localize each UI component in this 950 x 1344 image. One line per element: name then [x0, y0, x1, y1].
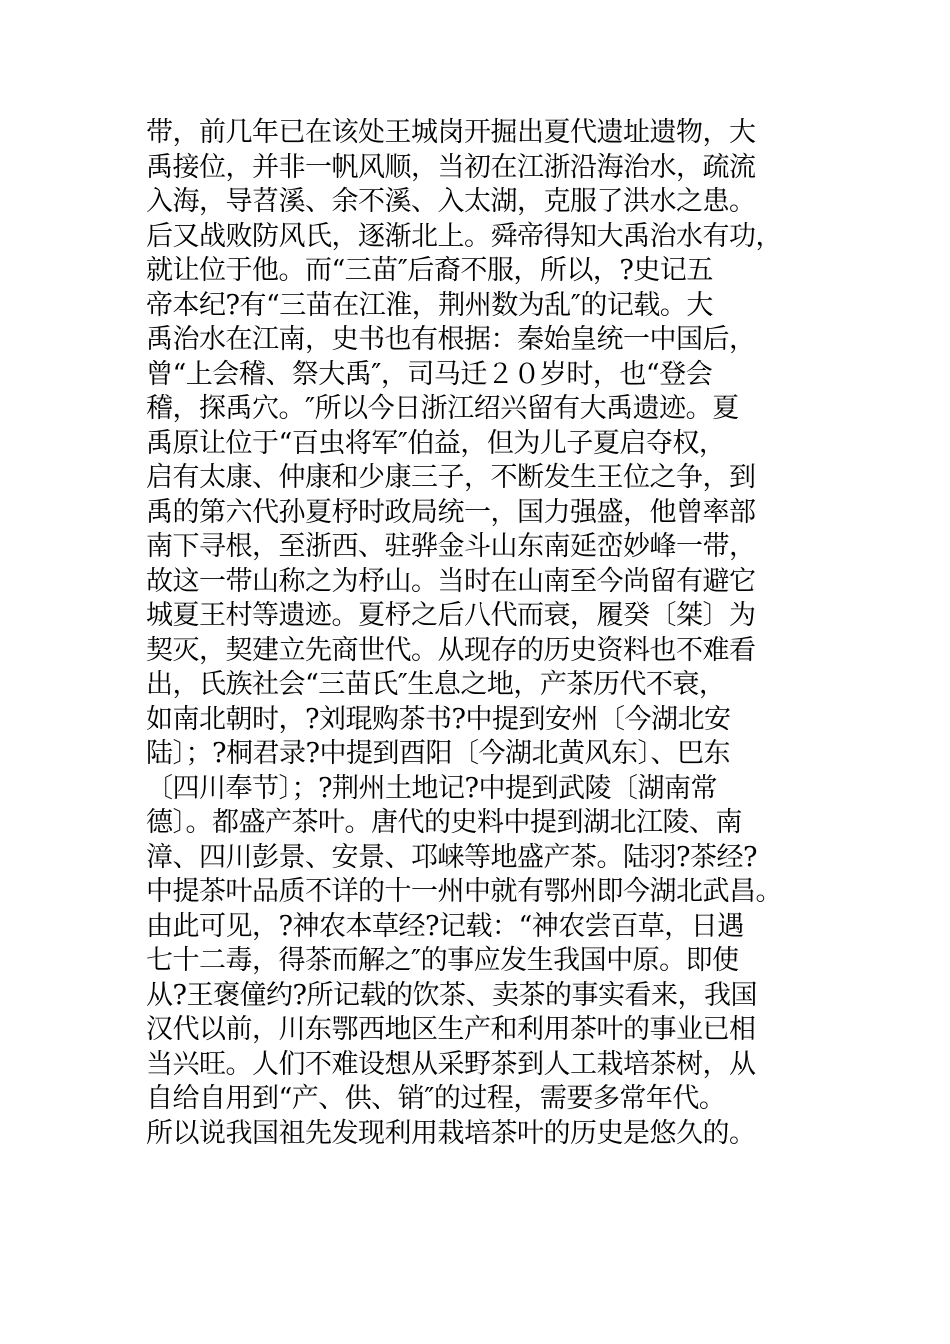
text-line: 启有太康、仲康和少康三子，不断发生王位之争，到	[146, 462, 756, 493]
text-line: 禹治水在江南，史书也有根据：秦始皇统一中国后，	[146, 324, 756, 355]
text-line: 如南北朝时，?刘琨购茶书?中提到安州〔今湖北安	[146, 703, 731, 735]
text-line: 契灭，契建立先商世代。从现存的历史资料也不难看	[146, 634, 756, 666]
text-line: 中提茶叶品质不详的十一州中就有鄂州即今湖北武昌。	[146, 876, 782, 907]
text-line: 带，前几年已在该处王城岗开掘出夏代遗址遗物，大	[146, 117, 756, 148]
text-line: 城夏王村等遗迹。夏杼之后八代而衰，履癸〔桀〕为	[146, 600, 756, 631]
text-line: 〔四川奉节〕；?荆州土地记?中提到武陵〔湖南常	[146, 772, 717, 804]
text-line: 帝本纪?有“三苗在江淮，荆州数为乱″的记载。大	[146, 289, 713, 321]
text-line: 自给自用到“产、供、销″的过程，需要多常年代。	[146, 1083, 726, 1114]
text-line: 禹的第六代孙夏杼时政局统一，国力强盛，他曾率部	[146, 496, 756, 528]
text-line: 陆〕；?桐君录?中提到酉阳〔今湖北黄风东〕、巴东	[146, 738, 730, 769]
text-line: 由此可见，?神农本草经?记载：“神农尝百草，日遇	[146, 910, 744, 942]
body-text	[146, 116, 846, 1151]
text-line: 从?王褒僮约?所记载的饮茶、卖茶的事实看来，我国	[146, 979, 757, 1011]
text-line: 入海，导苕溪、余不溪、入太湖，克服了洪水之患。	[146, 186, 756, 217]
text-line: 漳、四川彭景、安景、邛崃等地盛产茶。陆羽?茶经?	[146, 841, 757, 873]
text-line: 南下寻根，至浙西、驻骅金斗山东南延峦妙峰一带，	[146, 531, 756, 562]
text-line: 就让位于他。而“三苗″后裔不服，所以，?史记五	[146, 255, 713, 286]
text-line: 曾“上会稽、祭大禹″，司马迁２０岁时，也“登会	[146, 358, 713, 390]
text-line: 当兴旺。人们不难设想从采野茶到人工栽培茶树，从	[146, 1048, 756, 1080]
text-line: 禹接位，并非一帆风顺，当初在江浙沿海治水，疏流	[146, 151, 756, 183]
text-line: 七十二毒，得茶而解之″的事应发生我国中原。即使	[146, 945, 739, 976]
text-line: 禹原让位于“百虫将军″伯益，但为儿子夏启夺权，	[146, 427, 726, 459]
text-line: 出，氏族社会“三苗氏″生息之地，产茶历代不衰，	[146, 669, 726, 700]
text-line: 所以说我国祖先发现利用栽培茶叶的历史是悠久的。	[146, 1117, 756, 1149]
text-line: 后又战败防风氏，逐渐北上。舜帝得知大禹治水有功，	[146, 220, 782, 252]
text-line: 故这一带山称之为杼山。当时在山南至今尚留有避它	[146, 565, 756, 597]
text-line: 德〕。都盛产茶叶。唐代的史料中提到湖北江陵、南	[146, 807, 742, 838]
text-line: 稽，探禹穴。″所以今日浙江绍兴留有大禹遗迹。夏	[146, 393, 739, 424]
text-line: 汉代以前，川东鄂西地区生产和利用茶叶的事业已相	[146, 1014, 756, 1045]
